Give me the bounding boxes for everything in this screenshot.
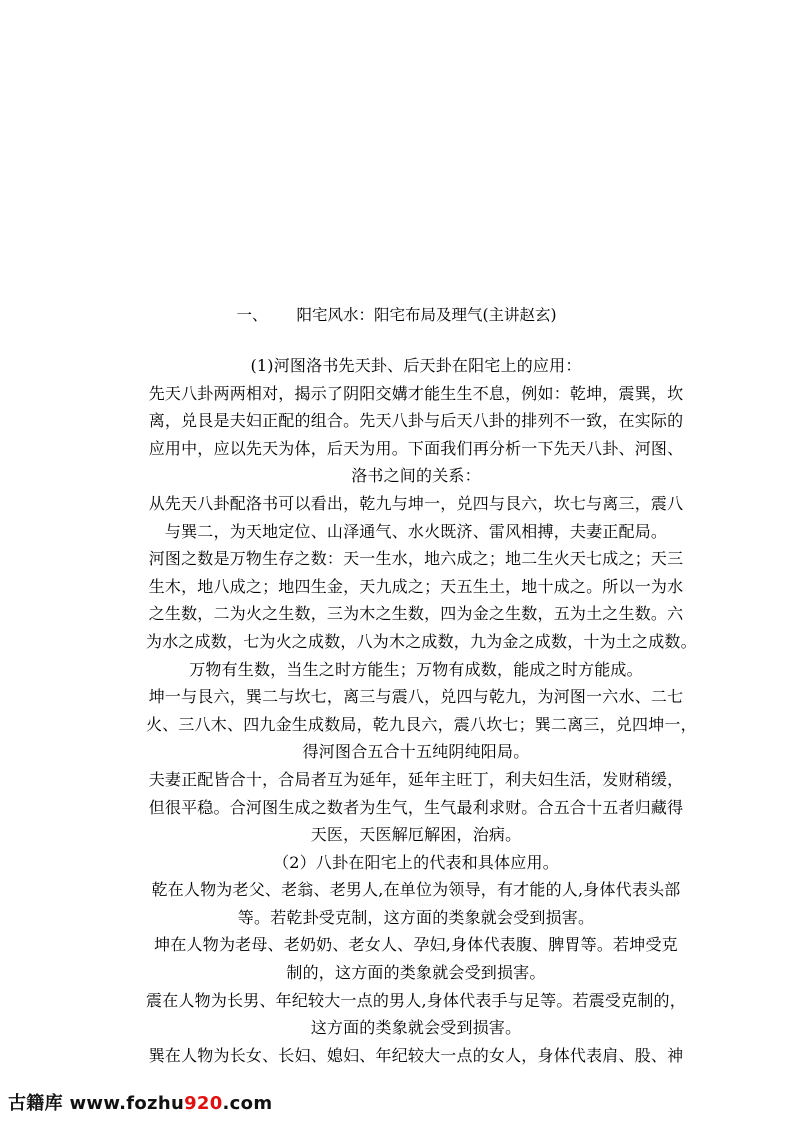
text-line: 天医，天医解厄解困，治病。 [310,825,522,845]
text-line: 为水之成数，七为火之成数，八为木之成数，九为金之成数，十为土之成数。 [146,631,697,651]
text-line: 之生数，二为火之生数，三为木之生数，四为金之生数，五为土之生数。六 [148,604,684,624]
body-text [146,352,697,1069]
text-line: 得河图合五合十五纯阴纯阳局。 [302,742,530,762]
site-name: 古籍库 [8,1093,63,1114]
text-line: 火、三八木、四九金生成数局，乾九艮六，震八坎七；巽二离三，兑四坤一， [146,714,697,734]
text-line: （2）八卦在阳宅上的代表和具体应用。 [273,852,559,872]
text-line: 先天八卦两两相对，揭示了阴阳交媾才能生生不息，例如：乾坤，震巽，坎 [148,383,684,403]
text-line: (1)河图洛书先天卦、后天卦在阳宅上的应用： [250,356,582,375]
section-title [0,304,793,326]
text-line: 应用中，应以先天为体，后天为用。下面我们再分析一下先天八卦、河图、 [148,438,684,458]
text-line: 坤在人物为老母、老奶奶、老女人、孕妇,身体代表腹、脾胃等。若坤受克 [154,935,678,955]
section-title-text: 阳宅风水：阳宅布局及理气(主讲赵玄) [296,306,557,324]
section-number: 一、 [236,306,268,324]
text-line: 河图之数是万物生存之数：天一生水，地六成之；地二生火天七成之；天三 [148,549,684,569]
text-line: 离，兑艮是夫妇正配的组合。先天八卦与后天八卦的排列不一致，在实际的 [148,411,684,431]
text-line: 这方面的类象就会受到损害。 [310,1018,522,1038]
url-prefix: www.fozhu [69,1093,185,1114]
text-line: 从先天八卦配洛书可以看出，乾九与坤一，兑四与艮六，坎七与离三，震八 [148,493,684,513]
url-number: 920 [184,1093,223,1114]
text-line: 巽在人物为长女、长妇、媳妇、年纪较大一点的女人，身体代表肩、股、神 [148,1045,684,1065]
text-line: 洛书之间的关系： [351,466,481,486]
text-line: 制的，这方面的类象就会受到损害。 [286,963,546,983]
text-line: 夫妻正配皆合十，合局者互为延年，延年主旺丁，利夫妇生活，发财稍缓， [148,769,684,789]
footer-watermark [8,1089,272,1115]
text-line: 与巽二，为天地定位、山泽通气、水火既济、雷风相搏，夫妻正配局。 [164,521,668,541]
text-line: 万物有生数，当生之时方能生；万物有成数，能成之时方能成。 [189,659,643,679]
text-line: 坤一与艮六，巽二与坎七，离三与震八，兑四与乾九，为河图一六水、二七 [148,687,684,707]
text-line: 生木，地八成之；地四生金，天九成之；天五生土，地十成之。所以一为水 [148,576,684,596]
text-line: 乾在人物为老父、老翁、老男人,在单位为领导，有才能的人,身体代表头部 [151,880,681,900]
url-suffix: .com [222,1093,273,1114]
text-line: 等。若乾卦受克制，这方面的类象就会受到损害。 [237,907,595,927]
text-line: 震在人物为长男、年纪较大一点的男人,身体代表手与足等。若震受克制的， [146,990,686,1010]
text-line: 但很平稳。合河图生成之数者为生气，生气最利求财。合五合十五者归藏得 [148,797,684,817]
